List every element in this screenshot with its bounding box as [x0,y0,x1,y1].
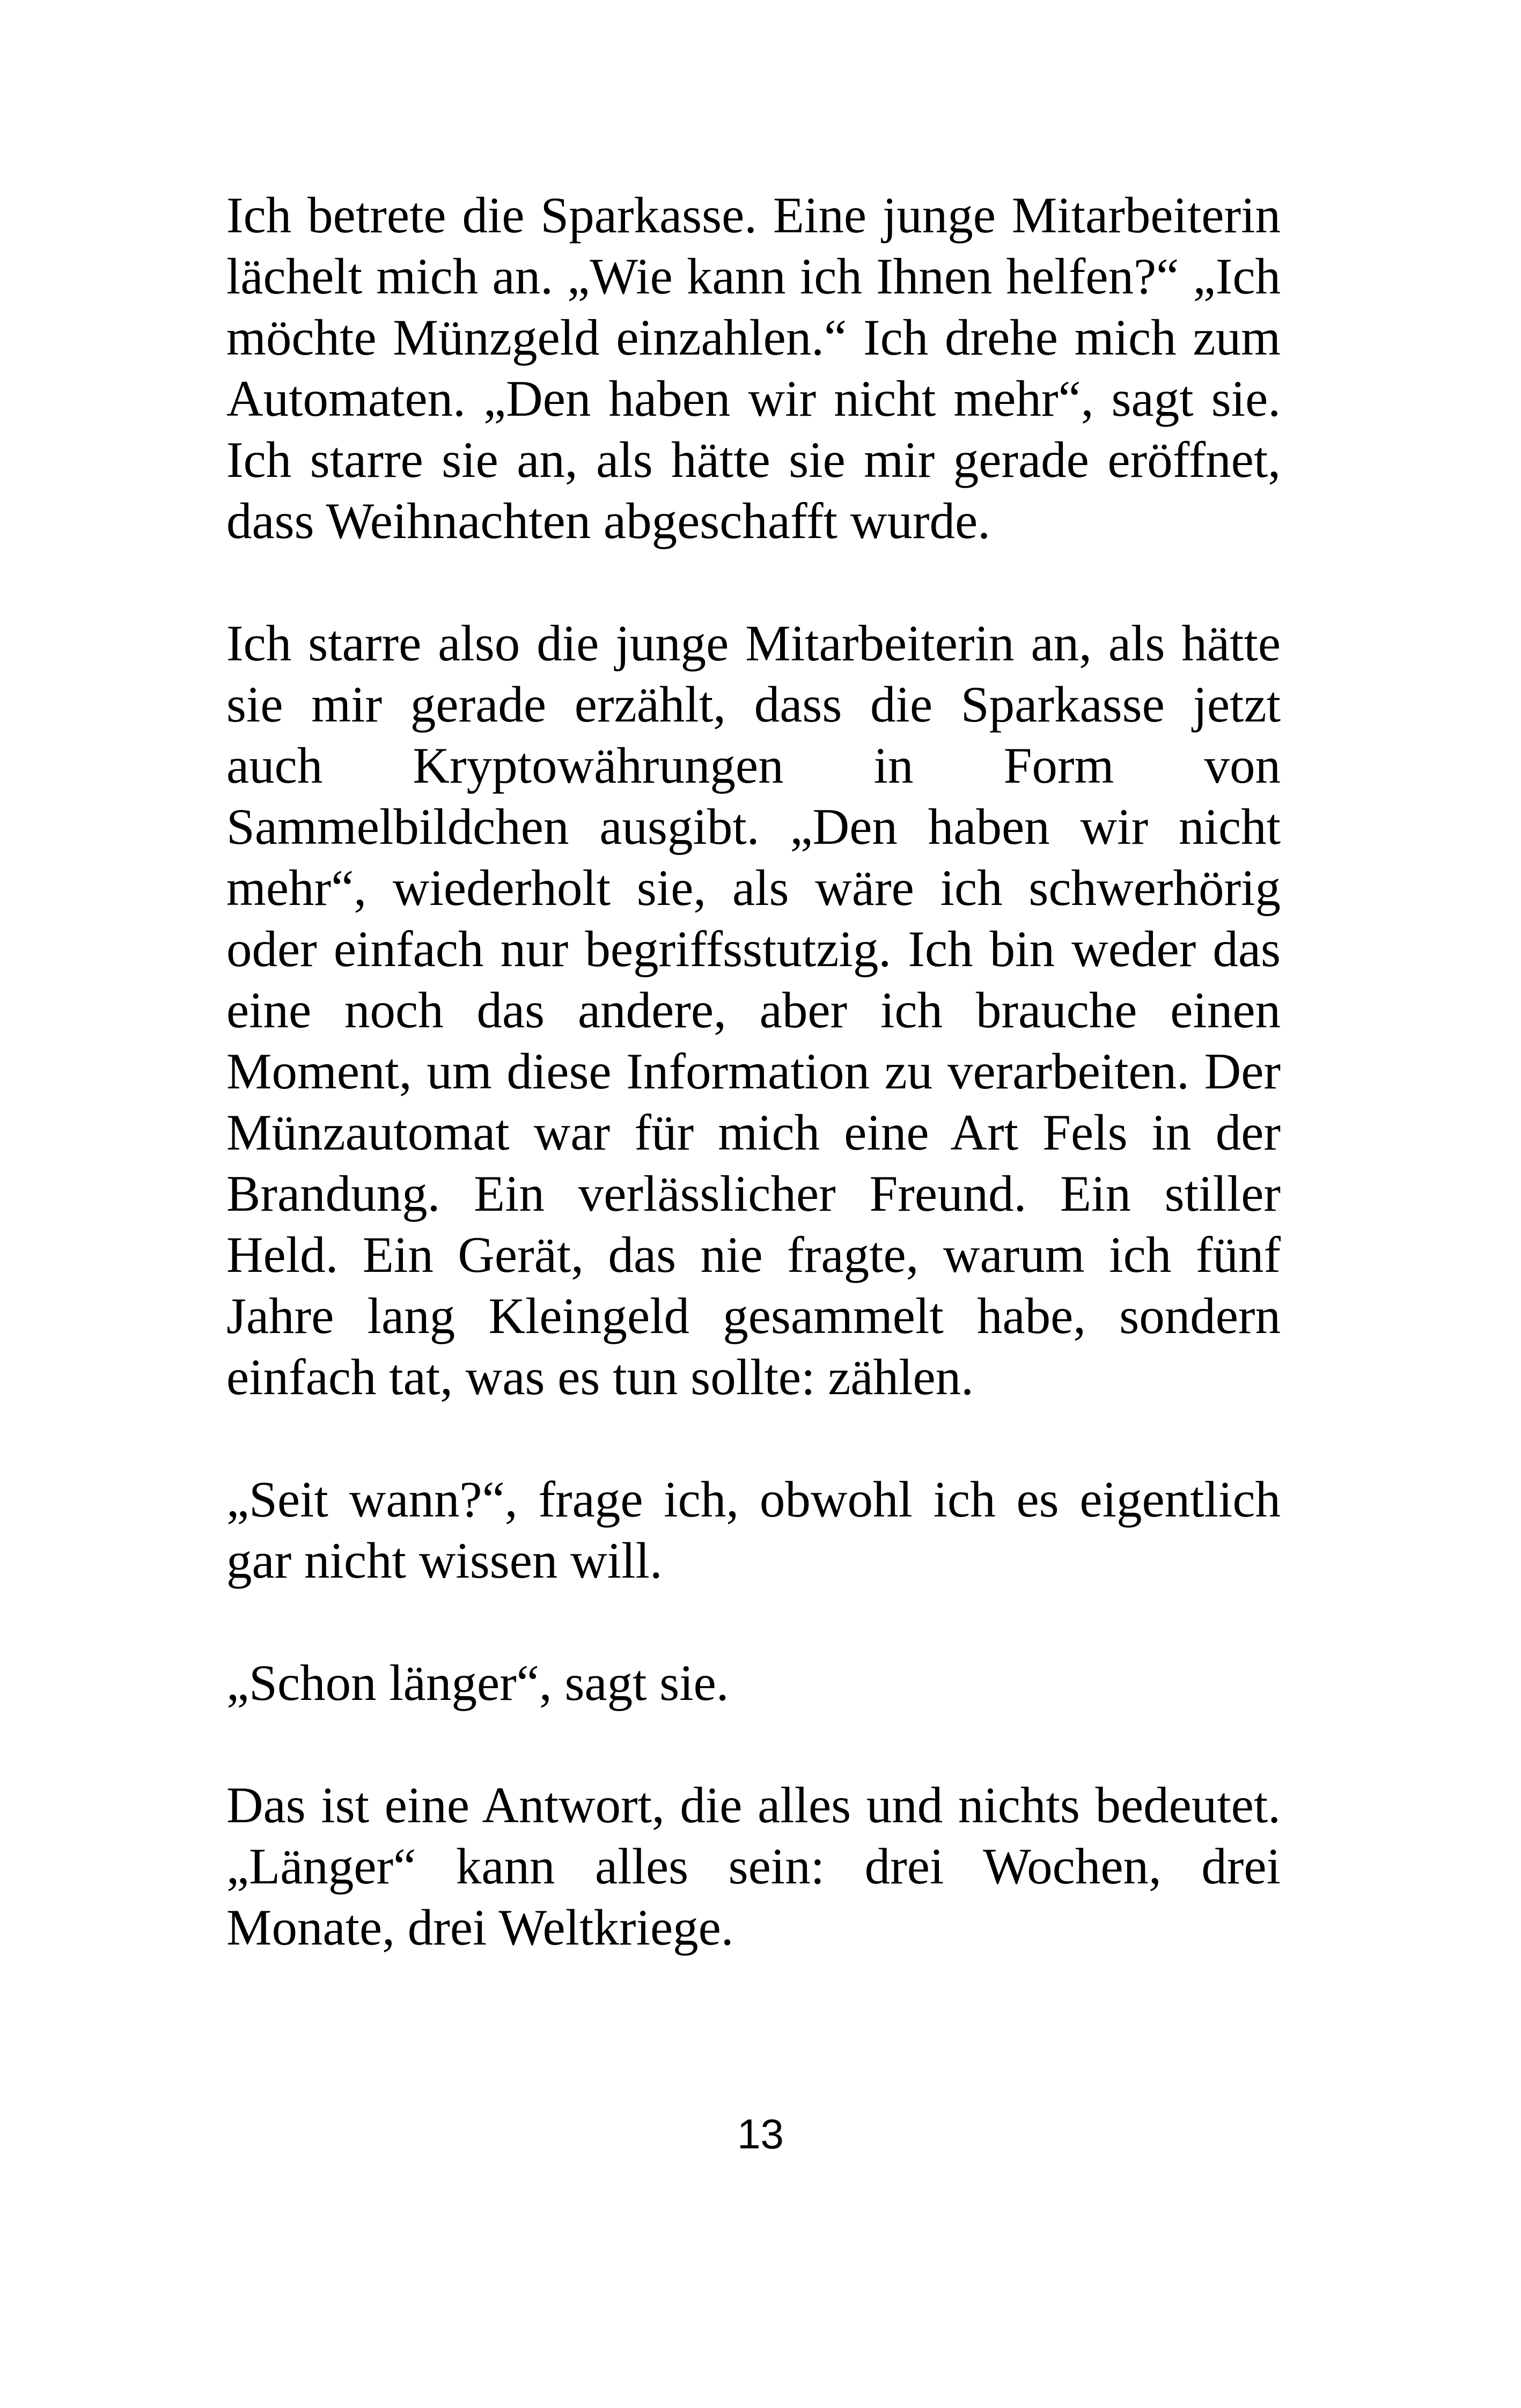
paragraph-1: Ich betrete die Sparkasse. Eine junge Mitarbeiterin lächelt mich an. „Wie kann ich Ihnen helfen?“ „Ich möchte Münzgeld einzahlen.“ Ich drehe mich zum Automaten. „Den haben wir nicht mehr“, sagt sie. Ich starre sie an, als hätte sie mir gerade eröffnet, dass Weihnachten abgeschafft wurde. [226,187,1281,549]
paragraph-4: „Schon länger“, sagt sie. [226,1654,729,1711]
paragraph-5: Das ist eine Antwort, die alles und nichts bedeutet. „Länger“ kann alles sein: drei Wochen, drei Monate, drei Weltkriege. [226,1777,1281,1956]
paragraph-2: Ich starre also die junge Mitarbeiterin an, als hätte sie mir gerade erzählt, dass die Sparkasse jetzt auch Kryptowährungen in Form von Sammelbildchen ausgibt. „Den haben wir nicht mehr“, wiederholt sie, als wäre ich schwerhörig oder einfach nur begriffsstutzig. Ich bin weder das eine noch das andere, aber ich brauche einen Moment, um diese Information zu verarbeiten. Der Münzautomat war für mich eine Art Fels in der Brandung. Ein verlässlicher Freund. Ein stiller Held. Ein Gerät, das nie fragte, warum ich fünf Jahre lang Kleingeld gesammelt habe, sondern einfach tat, was es tun sollte: zählen. [226,615,1281,1405]
page-number: 13 [737,2110,784,2157]
body-text [226,185,1281,1958]
paragraph-3: „Seit wann?“, frage ich, obwohl ich es eigentlich gar nicht wissen will. [226,1471,1281,1589]
